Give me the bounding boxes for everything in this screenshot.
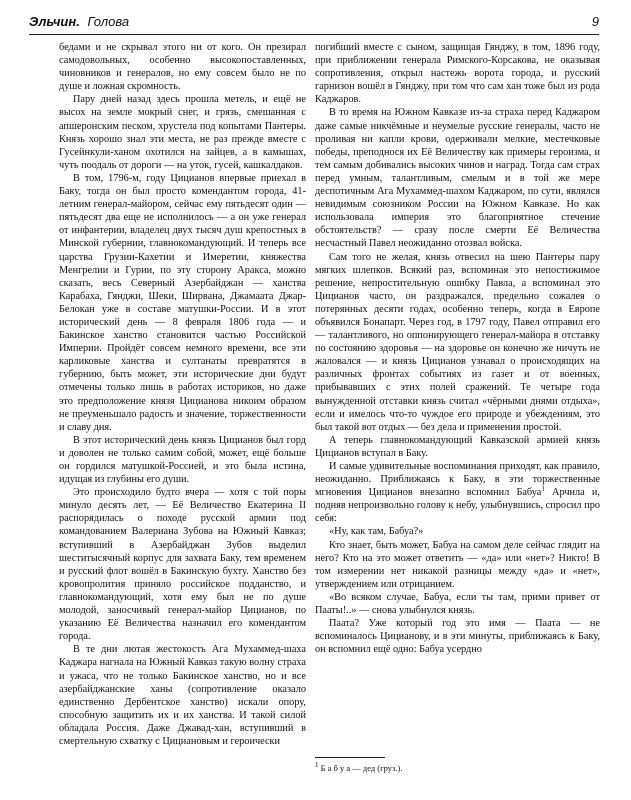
right-column: [315, 41, 600, 656]
paragraph: Пару дней назад здесь прошла метель, и ещё не высох на земле мокрый снег, и грязь, смешанная с апшеронским песком, хрустела под копытами Пантеры. Князь хорошо знал эти места, не раз прежде вместе с Гусейнкули-ханом охотился на зайцев, а в камышах, чуть поодаль от дороги — на уток, гусей, кашкалдаков.: [59, 94, 306, 171]
paragraph: А теперь главнокомандующий Кавказской армией князь Цицианов вступал в Баку.: [315, 434, 600, 459]
paragraph: В те дни лютая жестокость Ага Мухаммед-шаха Каджара нагнала на Южный Кавказ такую волну страха и ужаса, что не только Бакинское ханство, но и все азербайджанские ханы (сопротивление оказало единственно Дербентское ханство) искали опору, способную защитить их и их ханства. И такой силой обладала Россия. Даже Джавад-хан, вступивший в смертельную схватку с Цициановым и героически: [59, 644, 306, 747]
paragraph-text: И самые удивительные воспоминания приходят, как правило, неожиданно. Приближаясь к Баку, в эти торжественные мгновения Цицианов внезапно вспомнил Бабуа: [315, 461, 600, 499]
footnote-text: Б а б у а — дед (груз.).: [320, 763, 403, 773]
footnote: [315, 763, 402, 773]
paragraph: В то время на Южном Кавказе из-за страха перед Каджаром даже самые никчёмные и неумелые русские генералы, часто не проливая ни капли крови, одерживали мелкие, местечковые победы, преподнося их Её Величеству как примеры героизма, и тем самым добивались высоких чинов и наград. Тогда сам страх перед умным, талантливым, смелым и в той же мере деспотичным Ага Мухаммед-шахом Каджаром, по сути, являлся невидимым союзником России на Южном Кавказе. Но как использовала империя это благоприятное стечение обстоятельств? — сразу после смерти Её Величества несчастный Павел неожиданно отозвал войска.: [315, 107, 600, 250]
paragraph: Это происходило будто вчера — хотя с той поры минуло десять лет, — Её Величество Екатерина II распорядилась о походе русской армии под командованием Валериана Зубова на Южный Кавказ; вступивший в Азербайджан Зубов выделил шеститысячный корпус для захвата Баку, тем временем и русский флот вошёл в Бакинскую бухту. Ханство без кровопролития приняло российское подданство, и главнокомандующий, хотя ему был не по душе молодой, заносчивый генерал-майор Цицианов, по указанию Её Величества назначил его комендантом города.: [59, 487, 306, 643]
paragraph: «Во всяком случае, Бабуа, если ты там, прими привет от Пааты!..» — снова улыбнулся князь.: [315, 591, 600, 617]
paragraph: «Ну, как там, Бабуа?»: [329, 526, 424, 538]
header-title: Голова: [87, 14, 130, 29]
paragraph: Паата? Уже который год это имя — Паата — не вспоминалось Цицианову, и в эти минуты, приближаясь к Баку, он вспомнил ещё одно: Бабуа усердно: [315, 618, 600, 656]
footnote-ref: 1: [541, 484, 545, 493]
paragraph: Сам того не желая, князь отвесил на шею Пантеры пару мягких шлепков. Всякий раз, вспоминая это непостижимое решение, непростительную ошибку Павла, а вспоминал это Цицианов часто, он раздражался, предельно сожалея о потерянных десяти годах, особенно теперь, когда в Европе объявился Бонапарт. Через год, в 1797 году, Павел отправил его — талантливого, но оппонирующего генерал-майора в отставку по состоянию здоровья — на здоровье он конечно же ничуть не жаловался — и князь Цицианов узнавал о происходящих на различных фронтах событиях из газет и от военных, прибывавших с этих полей сражений. Те четыре года вынужденной отставки князь считал «чёрными днями отдыха», если и имелось что-то чуждое его природе и убеждениям, это был такой вот отдых — без дела и применения простой.: [315, 251, 600, 433]
paragraph: В этот исторический день князь Цицианов был горд и доволен не только самим собой, может, ещё больше он гордился матушкой-Россией, и это была истина, идущая из глубины его души.: [59, 434, 306, 486]
header-rule: [29, 34, 599, 35]
footnote-marker: 1: [315, 761, 319, 770]
left-column: [59, 41, 306, 748]
footnote-rule: [315, 757, 385, 758]
paragraph-text: Арчила и, подняв непроизвольно голову к небу, улыбнувшись, спросил про себя:: [315, 487, 600, 525]
paragraph: погибший вместе с сыном, защищая Гянджу, в том, 1896 году, при приближении генерала Римского-Корсакова, не оказывая сопротивления, открыл настежь ворота города, и русский гарнизон вошёл в Гянджу, при том что сам хан тоже был из рода Каджаров.: [315, 42, 600, 106]
page-number: 9: [591, 14, 599, 29]
paragraph: В том, 1796-м, году Цицианов впервые приехал в Баку, тогда он был просто комендантом города, 41-летним генерал-майором, сейчас ему пятьдесят один — пятьдесят два еще не исполнилось — а он уже генерал от инфантерии, владелец двух тысяч душ крепостных в Минской губернии, главнокомандующий. И теперь все царства Грузии-Кахетии и Имеретии, княжества Менгрелии и Гурии, по эту сторону Аракса, можно сказать, весь Северный Азербайджан — ханства Карабаха, Гянджи, Шеки, Ширвана, Джамаата Джар-Белокан уже в составе матушки-России. И в этот исторический день — 8 февраля 1806 года — и Бакинское ханство становится частью Российской Империи. Пройдёт совсем немного времени, все эти карликовые ханства и султанаты превратятся в губернию, быть может, эти исторические дни будут отмечены только лишь в работах историков, но даже это предположение князя Цицианова никоим образом не преуменьшало радость и значение, торжественности и славу дня.: [59, 172, 306, 433]
paragraph: Кто знает, быть может, Бабуа на самом деле сейчас глядит на него? Кто на это может ответить — «да» или «нет»? Никто! В том измерении нет никакой разницы между «да» и «нет», утверждением или отрицанием.: [315, 539, 600, 590]
paragraph: бедами и не скрывал этого ни от кого. Он презирал самодовольных, особенно высокопоставленных, чиновников и генералов, но ему совсем было не по душе и ложная скромность.: [59, 42, 306, 93]
header-author: Эльчин.: [29, 14, 80, 29]
running-header: [29, 14, 599, 34]
paragraph: [315, 460, 600, 525]
